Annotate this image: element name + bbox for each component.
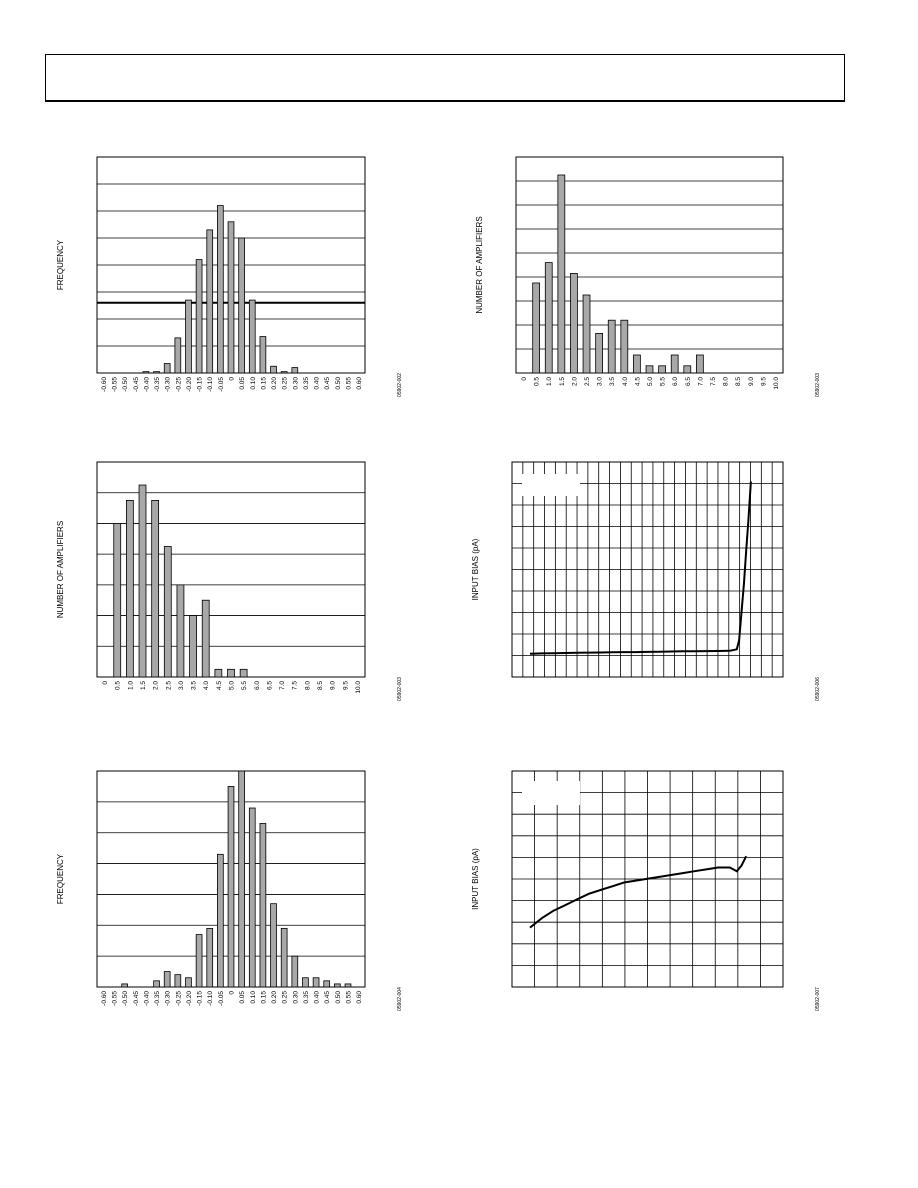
bar: [292, 956, 298, 987]
x-tick-label: -0.45: [132, 377, 140, 392]
x-tick-label: -0.40: [143, 991, 151, 1006]
bar: [545, 263, 552, 373]
bar: [260, 823, 266, 987]
bar: [152, 500, 159, 677]
x-tick-label: 0.60: [356, 991, 364, 1004]
x-tick-label: 1.5: [140, 681, 148, 691]
bar: [345, 984, 351, 987]
bar: [313, 978, 319, 987]
x-tick-label: 4.5: [634, 377, 642, 387]
x-tick-label: 1.0: [546, 377, 554, 387]
x-tick-label: 8.0: [304, 681, 312, 691]
x-tick-label: 5.0: [228, 681, 236, 691]
x-tick-label: 8.0: [722, 377, 730, 387]
bar: [271, 904, 277, 987]
x-tick-label: 5.5: [241, 681, 249, 691]
x-tick-label: -0.50: [122, 991, 130, 1006]
x-tick-label: 9.0: [747, 377, 755, 387]
x-tick-label: 0: [228, 377, 236, 381]
x-tick-label: 8.5: [735, 377, 743, 387]
x-tick-label: 0.35: [302, 991, 310, 1004]
x-tick-label: 10.0: [772, 377, 780, 390]
x-tick-label: 3.5: [190, 681, 198, 691]
figure-code: 05902-004: [397, 987, 403, 1011]
y-axis-label: FREQUENCY: [56, 853, 65, 905]
bar: [217, 206, 223, 373]
x-tick-label: 7.0: [697, 377, 705, 387]
x-tick-label: 4.0: [621, 377, 629, 387]
x-tick-label: -0.05: [217, 377, 225, 392]
bar: [190, 616, 197, 677]
bar: [196, 935, 202, 987]
x-tick-label: -0.20: [185, 991, 193, 1006]
bar: [240, 669, 247, 677]
bar: [186, 978, 192, 987]
x-tick-label: -0.10: [207, 991, 215, 1006]
bar: [175, 975, 181, 987]
x-tick-label: 9.5: [342, 681, 350, 691]
bar: [239, 238, 245, 373]
x-tick-label: -0.10: [207, 377, 215, 392]
x-tick-label: -0.20: [185, 377, 193, 392]
bar: [249, 300, 255, 373]
x-tick-label: 0.40: [313, 377, 321, 390]
bar: [196, 260, 202, 373]
bar: [570, 273, 577, 373]
x-tick-label: 1.5: [558, 377, 566, 387]
y-axis-label: NUMBER OF AMPLIFIERS: [56, 520, 65, 619]
bar: [154, 372, 160, 373]
x-tick-label: 0.45: [324, 377, 332, 390]
x-tick-label: 0: [102, 681, 110, 685]
x-tick-label: -0.35: [154, 377, 162, 392]
y-axis-label: NUMBER OF AMPLIFIERS: [475, 216, 484, 314]
x-tick-label: 0.5: [114, 681, 122, 691]
chart-c1: [56, 157, 403, 397]
bar: [646, 366, 653, 373]
x-tick-label: -0.40: [143, 377, 151, 392]
figure-code: 05902-007: [815, 987, 821, 1011]
x-tick-label: -0.25: [175, 991, 183, 1006]
x-tick-label: -0.60: [100, 991, 108, 1006]
bar: [202, 600, 209, 677]
legend-blank: [522, 781, 580, 805]
bar: [239, 771, 245, 987]
x-tick-label: 0.50: [334, 377, 342, 390]
bar: [207, 230, 213, 373]
x-tick-label: 0.10: [249, 377, 257, 390]
bar: [154, 981, 160, 987]
x-tick-label: 3.5: [609, 377, 617, 387]
x-tick-label: -0.55: [111, 991, 119, 1006]
chart-c4: [471, 462, 821, 701]
bar: [215, 669, 222, 677]
bar: [164, 546, 171, 677]
bar: [696, 355, 703, 373]
x-tick-label: 5.5: [659, 377, 667, 387]
bar: [671, 355, 678, 373]
x-tick-label: 0.15: [260, 991, 268, 1004]
bar: [281, 928, 287, 987]
bar: [583, 295, 590, 373]
x-tick-label: 3.0: [596, 377, 604, 387]
bar: [139, 485, 146, 677]
x-tick-label: -0.60: [100, 377, 108, 392]
figure-code: 05902-002: [397, 373, 403, 397]
bar: [143, 372, 149, 373]
x-tick-label: 6.0: [253, 681, 261, 691]
x-tick-label: 0.55: [345, 991, 353, 1004]
x-tick-label: 0.25: [281, 377, 289, 390]
bar: [684, 366, 691, 373]
bar: [217, 854, 223, 987]
x-tick-label: 4.0: [203, 681, 211, 691]
bar: [334, 984, 340, 987]
bar: [207, 928, 213, 987]
bar: [281, 372, 287, 373]
x-tick-label: 6.5: [684, 377, 692, 387]
figure-code: 05902-006: [815, 677, 821, 701]
bar: [324, 981, 330, 987]
x-tick-label: -0.30: [164, 991, 172, 1006]
x-tick-label: 0: [521, 377, 529, 381]
x-tick-label: 0.55: [345, 377, 353, 390]
x-tick-label: -0.15: [196, 377, 204, 392]
x-tick-label: 0.30: [292, 377, 300, 390]
x-tick-label: -0.45: [132, 991, 140, 1006]
x-tick-label: -0.30: [164, 377, 172, 392]
x-tick-label: -0.50: [122, 377, 130, 392]
bar: [608, 320, 615, 373]
chart-c3: [56, 462, 403, 701]
bar: [558, 175, 565, 373]
bar: [633, 355, 640, 373]
legend-blank: [522, 474, 580, 496]
bar: [303, 978, 309, 987]
x-tick-label: 9.0: [329, 681, 337, 691]
x-tick-label: 8.5: [316, 681, 324, 691]
bar: [228, 222, 234, 373]
x-tick-label: 6.5: [266, 681, 274, 691]
bar: [114, 523, 121, 677]
chart-c6: [471, 771, 821, 1011]
bar: [533, 283, 540, 373]
x-tick-label: 0.40: [313, 991, 321, 1004]
figure-code: 05902-003: [815, 373, 821, 397]
x-tick-label: 0.5: [533, 377, 541, 387]
bar: [659, 366, 666, 373]
bar: [164, 364, 170, 373]
bar: [228, 669, 235, 677]
chart-c5: [56, 771, 403, 1011]
x-tick-label: -0.25: [175, 377, 183, 392]
x-tick-label: 9.5: [760, 377, 768, 387]
bar: [292, 368, 298, 373]
x-tick-label: 0.35: [302, 377, 310, 390]
x-tick-label: 0.45: [324, 991, 332, 1004]
x-tick-label: 5.0: [647, 377, 654, 387]
x-tick-label: 0.05: [239, 377, 247, 390]
x-tick-label: -0.15: [196, 991, 204, 1006]
bar: [621, 320, 628, 373]
x-tick-label: 2.5: [584, 377, 592, 387]
x-tick-label: 0.10: [249, 991, 257, 1004]
x-tick-label: 10.0: [354, 681, 362, 694]
bar: [596, 333, 603, 373]
plot-frame: [97, 462, 365, 677]
bar: [175, 338, 181, 373]
x-tick-label: 2.0: [152, 681, 160, 691]
x-tick-label: 0.25: [281, 991, 289, 1004]
x-tick-label: 0.20: [271, 377, 279, 390]
x-tick-label: 1.0: [127, 681, 135, 691]
bar: [126, 500, 133, 677]
x-tick-label: 2.5: [165, 681, 173, 691]
x-tick-label: 2.0: [571, 377, 579, 387]
x-tick-label: 0.30: [292, 991, 300, 1004]
x-tick-label: 4.5: [215, 681, 223, 691]
y-axis-label: FREQUENCY: [56, 239, 65, 291]
x-tick-label: 0.50: [334, 991, 342, 1004]
bar: [122, 984, 128, 987]
bar: [186, 300, 192, 373]
x-tick-label: 0.60: [356, 377, 364, 390]
x-tick-label: 7.5: [291, 681, 299, 691]
x-tick-label: 0.05: [239, 991, 247, 1004]
bar: [164, 972, 170, 987]
bar: [249, 808, 255, 987]
bar: [228, 786, 234, 987]
x-tick-label: 0: [228, 991, 236, 995]
plot-frame: [516, 157, 783, 373]
bar: [271, 366, 277, 373]
bar: [177, 585, 184, 677]
x-tick-label: 6.0: [672, 377, 680, 387]
x-tick-label: 0.15: [260, 377, 268, 390]
y-axis-label: INPUT BIAS (pA): [471, 848, 480, 910]
x-tick-label: 7.5: [709, 377, 717, 387]
bar: [260, 337, 266, 373]
x-tick-label: -0.05: [217, 991, 225, 1006]
x-tick-label: 7.0: [279, 681, 287, 691]
x-tick-label: 3.0: [177, 681, 185, 691]
y-axis-label: INPUT BIAS (pA): [471, 538, 480, 601]
x-tick-label: -0.55: [111, 377, 119, 392]
figure-code: 05902-003: [397, 677, 403, 701]
x-tick-label: -0.35: [154, 991, 162, 1006]
chart-c2: [475, 157, 821, 397]
x-tick-label: 0.20: [271, 991, 279, 1004]
